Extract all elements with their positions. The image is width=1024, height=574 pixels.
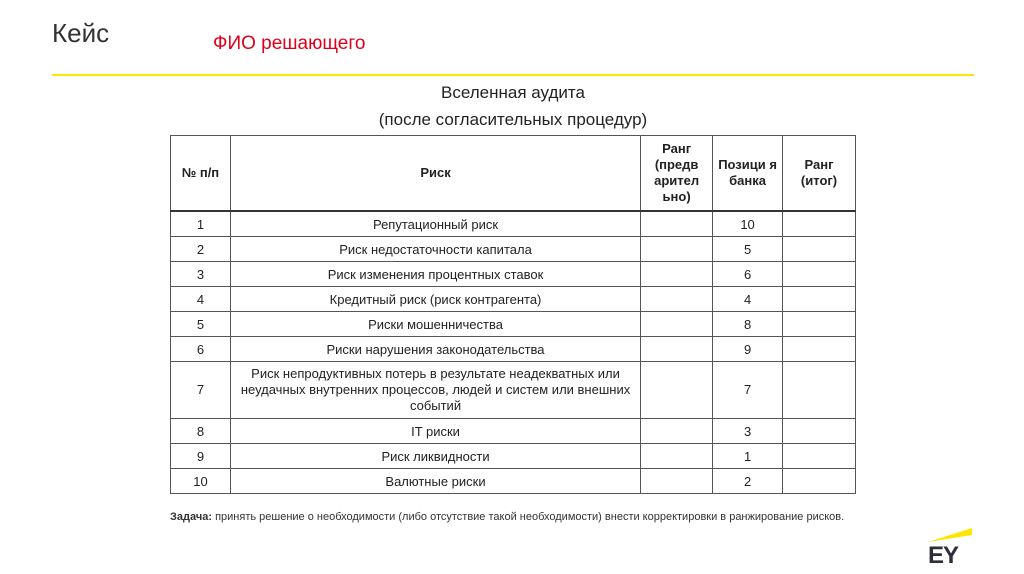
row-num: 7	[171, 362, 231, 419]
row-num: 2	[171, 237, 231, 262]
table-row	[171, 419, 856, 444]
table-row	[171, 362, 856, 419]
row-num: 10	[171, 469, 231, 494]
table-row	[171, 312, 856, 337]
row-num: 3	[171, 262, 231, 287]
table-row	[171, 337, 856, 362]
row-bank-position: 7	[713, 362, 783, 419]
header-num: № п/п	[171, 136, 231, 212]
row-rank-preliminary	[641, 262, 713, 287]
row-rank-final	[783, 312, 856, 337]
table-caption	[170, 79, 856, 133]
row-rank-final	[783, 419, 856, 444]
row-rank-final	[783, 444, 856, 469]
row-bank-position: 6	[713, 262, 783, 287]
row-risk: IT риски	[230, 419, 640, 444]
row-rank-final	[783, 262, 856, 287]
row-rank-preliminary	[641, 337, 713, 362]
row-rank-final	[783, 287, 856, 312]
task-description	[170, 510, 850, 524]
row-rank-preliminary	[641, 469, 713, 494]
row-risk: Риск непродуктивных потерь в результате неадекватных или неудачных внутренних процессов, людей и систем или внешних событий	[230, 362, 640, 419]
row-bank-position: 3	[713, 419, 783, 444]
row-rank-preliminary	[641, 287, 713, 312]
row-rank-preliminary	[641, 211, 713, 237]
row-rank-preliminary	[641, 444, 713, 469]
header-risk: Риск	[230, 136, 640, 212]
row-bank-position: 5	[713, 237, 783, 262]
row-risk: Риски нарушения законодательства	[230, 337, 640, 362]
task-label: Задача:	[170, 511, 213, 523]
row-num: 8	[171, 419, 231, 444]
table-row	[171, 237, 856, 262]
row-rank-final	[783, 211, 856, 237]
row-num: 5	[171, 312, 231, 337]
ey-logo-icon	[928, 526, 972, 542]
row-rank-final	[783, 337, 856, 362]
row-num: 9	[171, 444, 231, 469]
row-num: 4	[171, 287, 231, 312]
logo-text: EY	[928, 542, 959, 569]
caption-line-1: Вселенная аудита	[441, 83, 585, 102]
row-num: 6	[171, 337, 231, 362]
row-risk: Репутационный риск	[230, 211, 640, 237]
row-risk: Риск изменения процентных ставок	[230, 262, 640, 287]
row-bank-position: 9	[713, 337, 783, 362]
table-row	[171, 211, 856, 237]
row-bank-position: 4	[713, 287, 783, 312]
row-bank-position: 10	[713, 211, 783, 237]
ey-logo	[928, 526, 972, 568]
risk-table	[170, 135, 856, 494]
table-row	[171, 444, 856, 469]
row-bank-position: 2	[713, 469, 783, 494]
header-rank-final: Ранг (итог)	[783, 136, 856, 212]
row-num: 1	[171, 211, 231, 237]
row-rank-preliminary	[641, 362, 713, 419]
table-row	[171, 469, 856, 494]
row-risk: Кредитный риск (риск контрагента)	[230, 287, 640, 312]
header-bank-position: Позици я банка	[713, 136, 783, 212]
yellow-divider	[52, 74, 974, 76]
row-bank-position: 1	[713, 444, 783, 469]
row-risk: Риски мошенничества	[230, 312, 640, 337]
caption-line-2: (после согласительных процедур)	[378, 110, 648, 129]
row-rank-final	[783, 469, 856, 494]
table-row	[171, 287, 856, 312]
table-header-row	[171, 136, 856, 212]
solver-name-label: ФИО решающего	[213, 33, 366, 54]
table-row	[171, 262, 856, 287]
row-risk: Валютные риски	[230, 469, 640, 494]
row-rank-final	[783, 237, 856, 262]
page-title: Кейс	[52, 18, 110, 48]
header-rank-preliminary: Ранг (предв арител ьно)	[641, 136, 713, 212]
row-risk: Риск ликвидности	[230, 444, 640, 469]
row-rank-preliminary	[641, 312, 713, 337]
task-text: принять решение о необходимости (либо отсутствие такой необходимости) внести корректировки в ранжирование рисков.	[212, 511, 845, 523]
row-rank-preliminary	[641, 237, 713, 262]
row-risk: Риск недостаточности капитала	[230, 237, 640, 262]
row-rank-preliminary	[641, 419, 713, 444]
row-rank-final	[783, 362, 856, 419]
row-bank-position: 8	[713, 312, 783, 337]
